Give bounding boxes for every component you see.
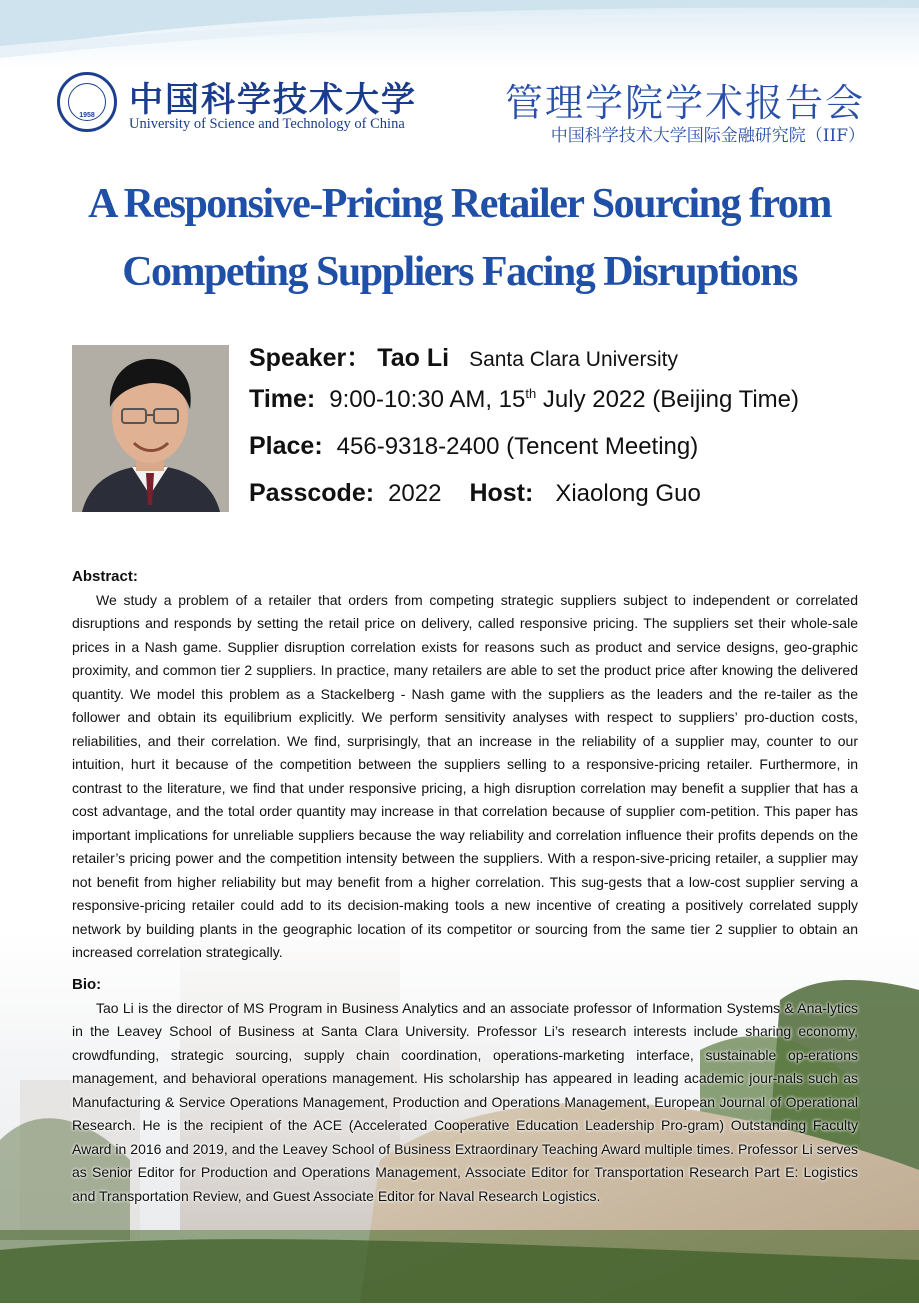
abstract-text: We study a problem of a retailer that orders from competing strategic suppliers subject to independent or correlated disruptions and responds by setting the retail price on delivery, called responsive pricing. The suppliers set their whole-sale prices in a Nash game. Supplier disruption correlation exists for reasons such as product and service designs, geo-graphic proximity, and common tier 2 suppliers. In practice, many retailers are able to set the product price after knowing the delivered quantity. We model this problem as a Stackelberg - Nash game with the suppliers as the leaders and the re-tailer as the follower and obtain its equilibrium explicitly. We perform sensitivity analyses with respect to suppliers’ pro-duction costs, reliabilities, and their correlation. We find, surprisingly, that an increase in the reliability of a supplier may, counter to our intuition, hurt it because of the competition between the suppliers selling to a responsive-pricing retailer. Furthermore, in contrast to the literature, we find that under responsive pricing, a high disruption correlation may benefit a supplier that has a cost advantage, and the total order quantity may increase in that correlation because of supplier com-petition. This paper has important implications for unreliable suppliers because the way reliability and correlation influence their profits depends on the retailer’s pricing power and the competition intensity between the suppliers. With a respon-sive-pricing retailer, a supplier may not benefit from higher reliability but may benefit from a higher correlation. This sug-gests that a low-cost supplier serving a responsive-pricing retailer could add to its decision-making tools a new incentive of creating a positively correlated supply network by building plants in the geographic location of its competitor or sourcing from the same tier 2 supplier to obtain an increased correlation strategically. xyxy=(72,591,858,960)
bio-heading: Bio: xyxy=(72,976,102,993)
seal-year: 1958 xyxy=(79,112,95,119)
speaker-photo xyxy=(72,345,229,512)
speaker-row xyxy=(249,338,889,385)
talk-title xyxy=(20,170,899,306)
speaker-affiliation: Santa Clara University xyxy=(469,348,678,371)
abstract-section xyxy=(72,565,858,965)
lecture-series-subtitle: 中国科学技术大学国际金融研究院（IIF） xyxy=(550,126,865,146)
time-value-suffix: July 2022 (Beijing Time) xyxy=(536,386,799,413)
passcode-host-row xyxy=(249,479,889,526)
university-name-cn: 中国科学技术大学 xyxy=(129,80,417,120)
time-value-prefix: 9:00-10:30 AM, 15 xyxy=(329,386,526,413)
passcode-label: Passcode: xyxy=(249,479,375,507)
bio-section xyxy=(72,973,858,1208)
place-value: 456-9318-2400 (Tencent Meeting) xyxy=(336,433,699,460)
bio-text: Tao Li is the director of MS Program in Business Analytics and an associate professor of Information Systems & Ana-lytics in the Leavey School of Business at Santa Clara University. Professor Li’s research interests include sharing economy, crowdfunding, strategic sourcing, supply chain coordination, operations-marketing interface, sustainable op-erations management, and behavioral operations management. His scholarship has appeared in leading academic jour-nals such as Manufacturing & Service Operations Management, Production and Operations Management, European Journal of Operational Research. He is the recipient of the ACE (Accelerated Cooperative Education Leadership Pro-gram) Outstanding Faculty Award in 2016 and 2019, and the Leavey School of Business Extraordinary Teaching Award multiple times. Professor Li serves as Senior Editor for Production and Operations Management, Associate Editor for Transportation Research Part E: Logistics and Transportation Review, and Guest Associate Editor for Naval Research Logistics. xyxy=(72,999,858,1204)
university-seal-icon xyxy=(57,72,117,132)
lecture-series-title: 管理学院学术报告会 xyxy=(504,81,865,125)
time-value-sup: th xyxy=(525,386,537,401)
talk-title-line-1: A Responsive-Pricing Retailer Sourcing from xyxy=(88,181,831,227)
university-logo xyxy=(57,72,427,136)
time-label: Time: xyxy=(249,385,316,413)
talk-title-line-2: Competing Suppliers Facing Disruptions xyxy=(122,249,797,295)
header-wave-decoration xyxy=(0,0,919,70)
speaker-name: Tao Li xyxy=(377,344,450,372)
time-row xyxy=(249,385,889,432)
event-details xyxy=(249,338,889,526)
speaker-label: Speaker： xyxy=(249,344,372,372)
university-name-en: University of Science and Technology of China xyxy=(129,116,405,132)
passcode-value: 2022 xyxy=(388,480,442,507)
host-value: Xiaolong Guo xyxy=(555,480,701,507)
place-row xyxy=(249,432,889,479)
place-label: Place: xyxy=(249,432,323,460)
host-label: Host: xyxy=(469,479,534,507)
time-value xyxy=(329,386,799,414)
abstract-heading: Abstract: xyxy=(72,568,138,585)
